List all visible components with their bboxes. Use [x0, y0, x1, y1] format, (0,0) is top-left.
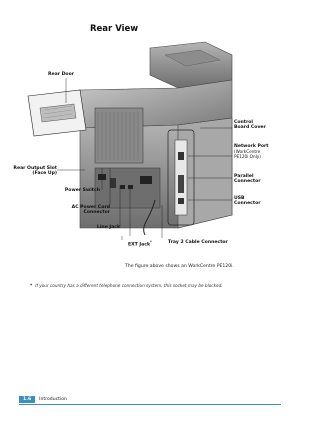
label-power-switch: Power Switch: [64, 188, 100, 193]
label-parallel-connector: [234, 174, 261, 184]
label-tray2-cable-connector: Tray 2 Cable Connector: [168, 240, 228, 245]
footnote-text: If your country has a different telephone connection system, this socket may be blocked.: [35, 283, 223, 288]
label-control-board-cover-line1: Control: [234, 120, 253, 125]
footer-rule: [19, 404, 281, 405]
label-usb-line2: Connector: [234, 201, 261, 207]
page-footer: [19, 395, 67, 403]
label-ext-jack-text: EXT Jack: [128, 242, 150, 248]
label-rear-output-line2: (Face Up): [32, 171, 57, 177]
page-number: 1.6: [19, 396, 35, 403]
label-network-port-title: Network Port: [234, 144, 269, 149]
label-rear-output-slot: [13, 166, 57, 176]
label-usb-connector: [234, 196, 261, 206]
label-network-port: [234, 144, 268, 159]
label-ac-power-line1: AC Power Cord: [71, 205, 110, 210]
label-rear-door: Rear Door: [48, 72, 75, 77]
label-parallel-line1: Parallel: [234, 174, 254, 179]
label-ac-power-cord: [72, 205, 110, 215]
label-ac-power-line2: Connector: [83, 210, 110, 216]
label-control-board-cover-line2: Board Cover: [234, 125, 266, 131]
label-line-jack: Line Jack: [96, 225, 120, 230]
label-ext-jack: [128, 240, 152, 248]
label-network-port-note2: PE120i Only): [234, 154, 261, 160]
chapter-title: Introduction: [39, 396, 67, 402]
label-rear-output-line1: Rear Output Slot: [13, 166, 57, 171]
label-control-board-cover: [234, 120, 266, 130]
label-network-port-note1: (WorkCentre: [234, 149, 261, 155]
footnote-mark: *: [30, 283, 33, 288]
label-parallel-line2: Connector: [234, 179, 261, 185]
figure-caption: The figure above shows an WorkCentre PE120i.: [125, 264, 234, 269]
footnote: [30, 283, 223, 288]
page-title: Rear View: [90, 24, 139, 34]
label-ext-jack-mark: *: [150, 240, 152, 244]
label-usb-line1: USB: [234, 196, 245, 201]
